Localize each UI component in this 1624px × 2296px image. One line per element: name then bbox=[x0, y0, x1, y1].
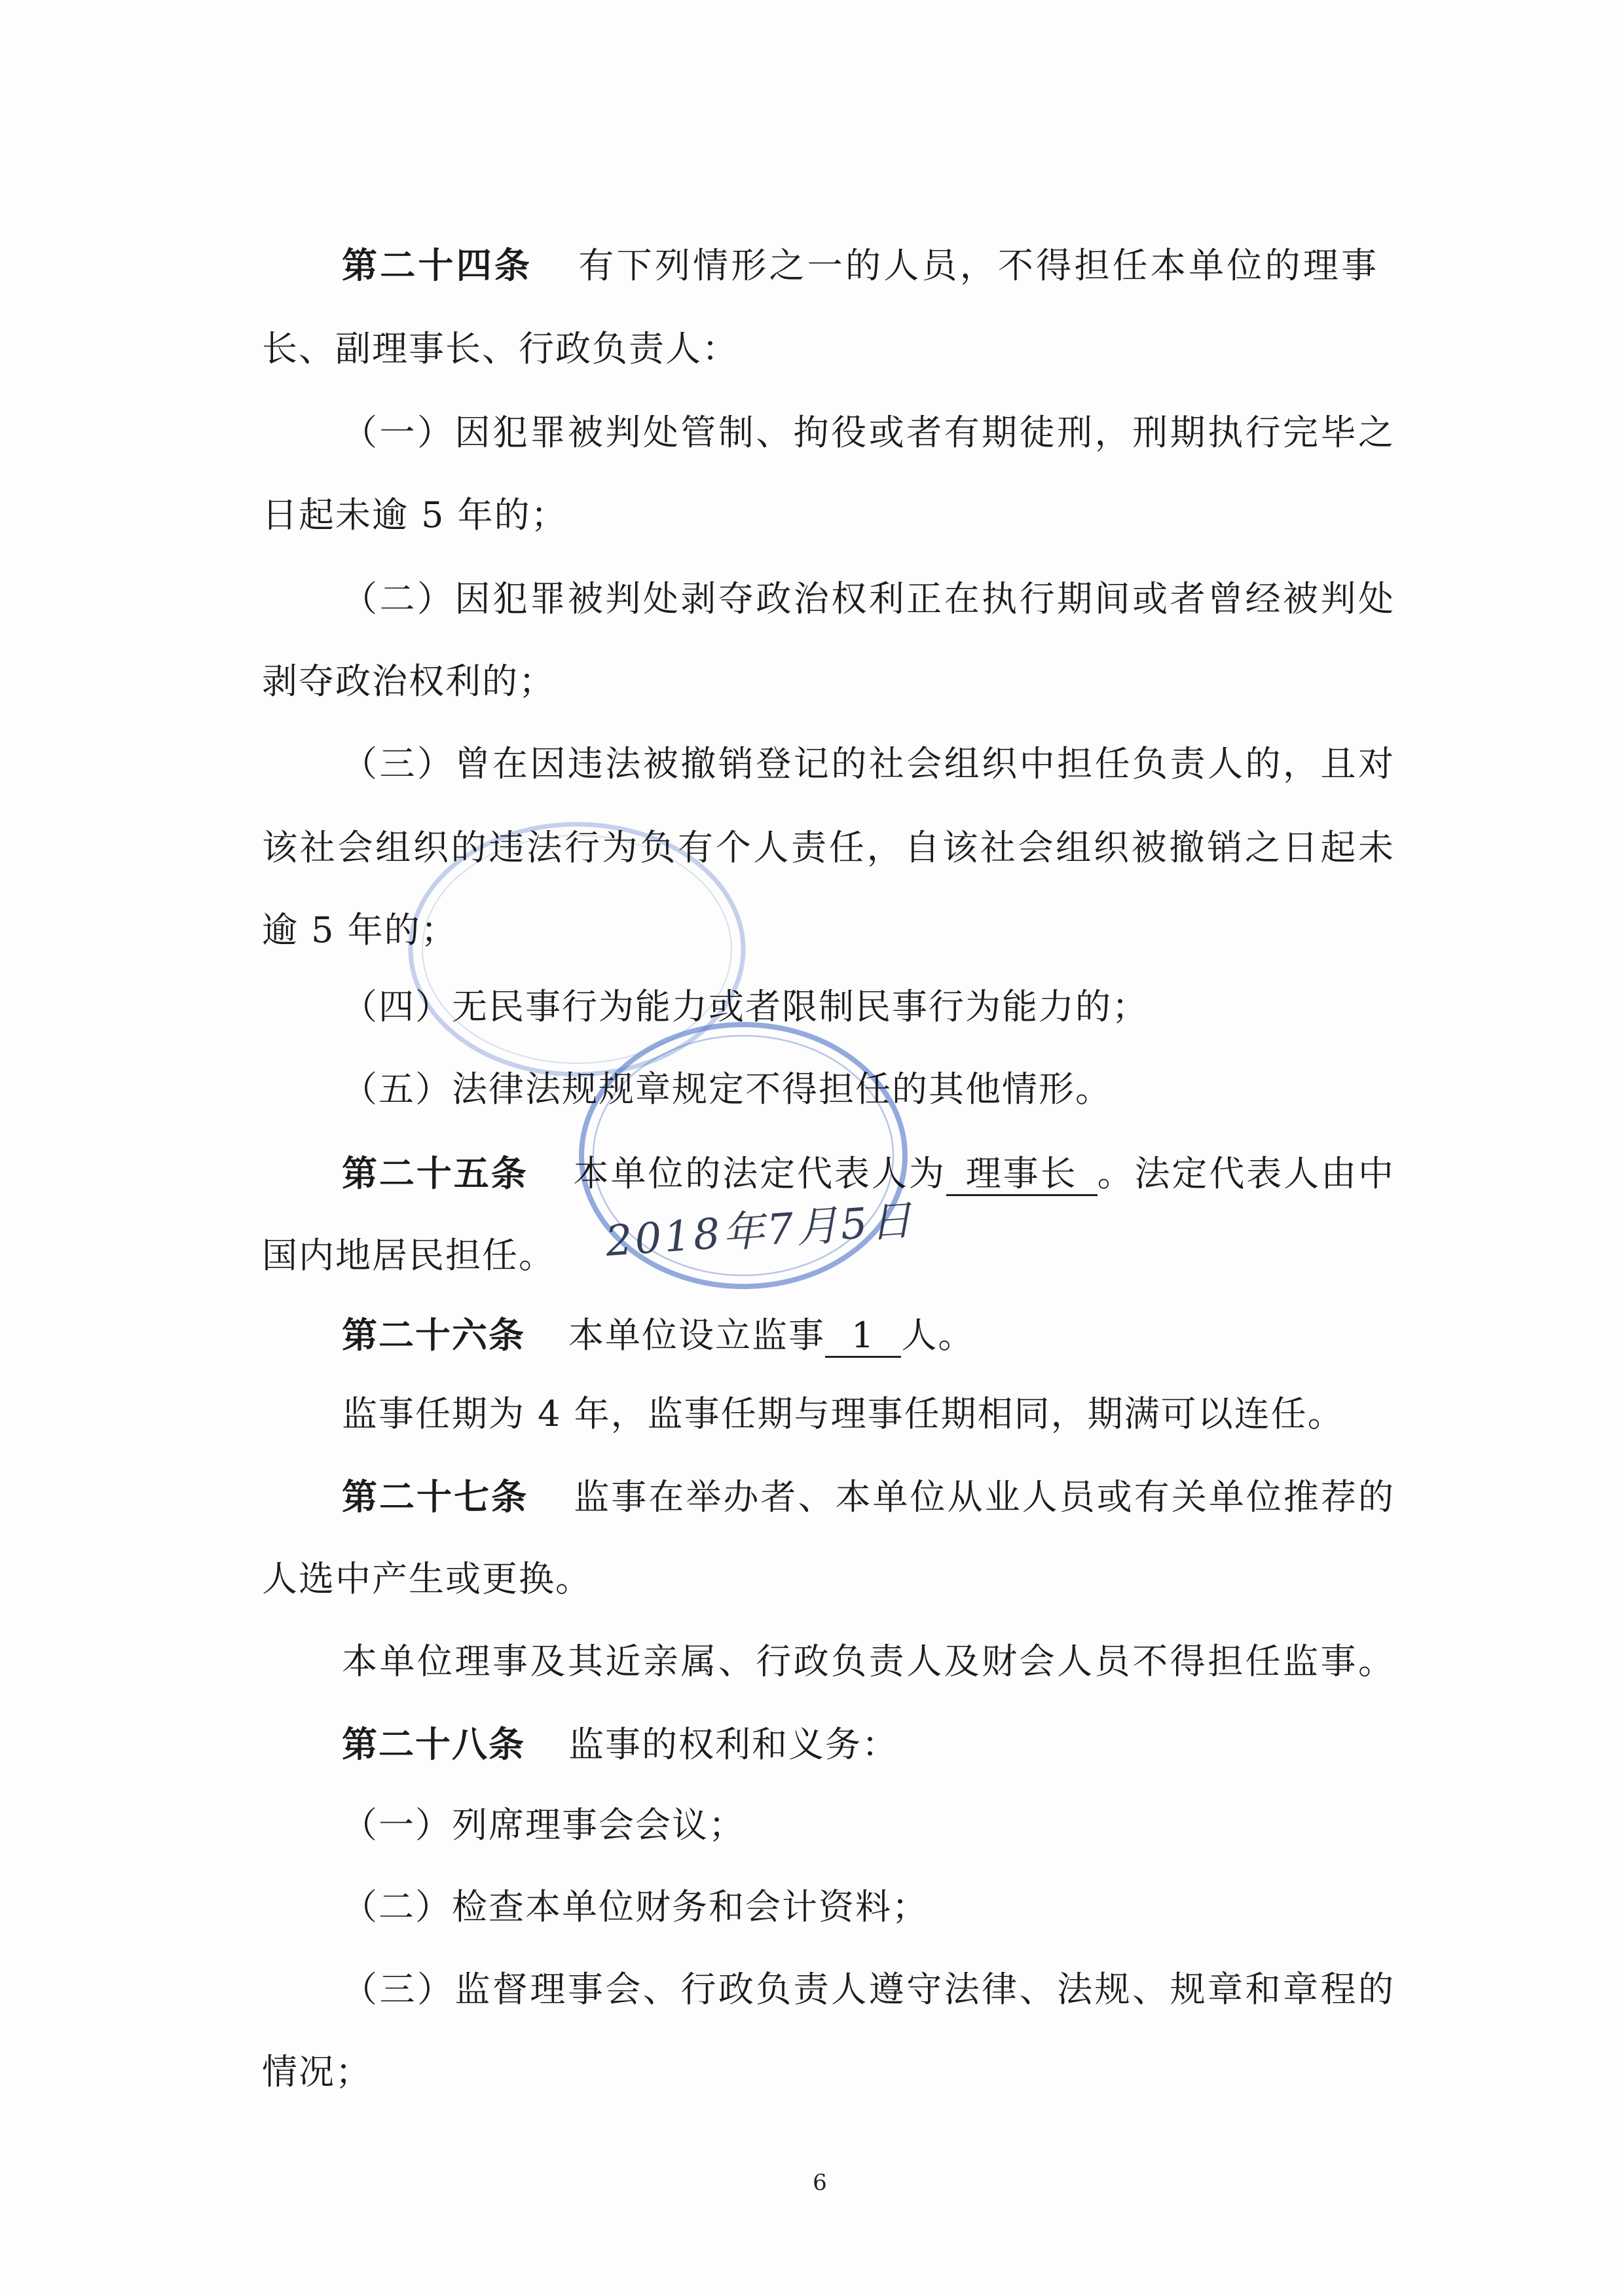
line-text: 监事在举办者、本单位从业人员或有关单位推荐的 bbox=[572, 1476, 1394, 1518]
page-number: 6 bbox=[813, 2170, 827, 2196]
article-24-continuation: 长、副理事长、行政负责人： bbox=[262, 328, 739, 369]
article-heading: 第二十八条 bbox=[342, 1723, 525, 1765]
line-text: 本单位设立监事 bbox=[568, 1315, 825, 1356]
line-text: 有下列情形之一的人员，不得担任本单位的理事 bbox=[576, 245, 1377, 286]
list-item-2-continuation: 剥夺政治权利的； bbox=[262, 661, 555, 702]
line-text: 人。 bbox=[901, 1315, 975, 1356]
line-text: 。法定代表人由中 bbox=[1097, 1153, 1394, 1194]
article-heading: 第二十七条 bbox=[342, 1476, 529, 1518]
article-26-line bbox=[342, 1315, 974, 1355]
duty-item-2: （二）检查本单位财务和会计资料； bbox=[342, 1886, 929, 1927]
article-27-line bbox=[342, 1477, 1393, 1516]
line-text: 本单位的法定代表人为 bbox=[571, 1153, 946, 1194]
supervisor-count-field: 1 bbox=[825, 1315, 901, 1358]
article-24-line bbox=[342, 246, 1376, 285]
list-item-2: （二）因犯罪被判处剥夺政治权利正在执行期间或者曾经被判处 bbox=[342, 578, 1393, 619]
legal-representative-field: 理事长 bbox=[946, 1153, 1098, 1196]
article-heading: 第二十四条 bbox=[342, 244, 533, 286]
article-25-continuation: 国内地居民担任。 bbox=[262, 1235, 555, 1276]
duty-item-3: （三）监督理事会、行政负责人遵守法律、法规、规章和章程的 bbox=[342, 1969, 1393, 2010]
duty-item-3-continuation: 情况； bbox=[262, 2051, 372, 2092]
article-heading: 第二十五条 bbox=[342, 1152, 528, 1194]
list-item-3-continuation: 该社会组织的违法行为负有个人责任，自该社会组织被撤销之日起未 bbox=[262, 827, 1393, 868]
list-item-3: （三）曾在因违法被撤销登记的社会组织中担任负责人的，且对 bbox=[342, 743, 1393, 784]
list-item-1-continuation: 日起未逾 5 年的； bbox=[262, 494, 568, 536]
handwritten-approval-date: 2018年7月5日 bbox=[604, 1196, 916, 1266]
article-27-continuation: 人选中产生或更换。 bbox=[262, 1558, 592, 1599]
list-item-1: （一）因犯罪被判处管制、拘役或者有期徒刑，刑期执行完毕之 bbox=[342, 412, 1393, 453]
list-item-3-continuation-end: 逾 5 年的； bbox=[262, 909, 458, 951]
supervisor-restriction-paragraph: 本单位理事及其近亲属、行政负责人及财会人员不得担任监事。 bbox=[342, 1641, 1393, 1682]
duty-item-1: （一）列席理事会会议； bbox=[342, 1804, 745, 1846]
list-item-4: （四）无民事行为能力或者限制民事行为能力的； bbox=[342, 986, 1149, 1027]
list-item-5: （五）法律法规规章规定不得担任的其他情形。 bbox=[342, 1068, 1112, 1110]
supervisor-term-paragraph: 监事任期为 4 年，监事任期与理事任期相同，期满可以连任。 bbox=[342, 1393, 1344, 1434]
line-text: 监事的权利和义务： bbox=[568, 1724, 898, 1765]
article-28-line bbox=[342, 1724, 898, 1764]
article-25-line bbox=[342, 1154, 1393, 1193]
article-heading: 第二十六条 bbox=[342, 1314, 525, 1356]
